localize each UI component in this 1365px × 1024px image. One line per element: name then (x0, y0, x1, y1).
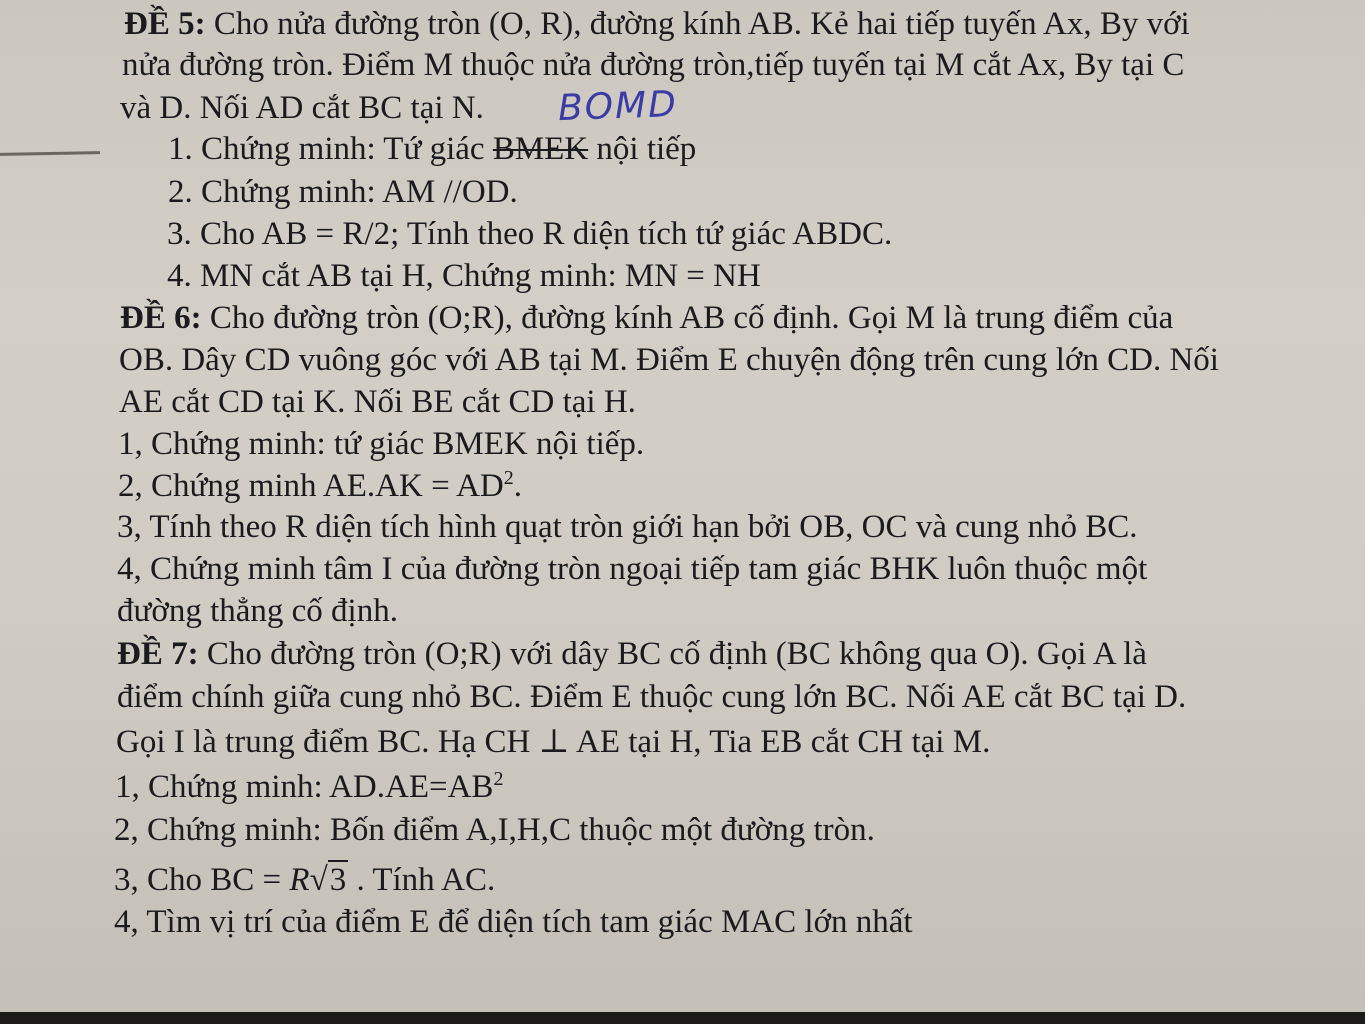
de7-q3-suffix: . Tính AC. (348, 862, 496, 898)
de6-line-1 (120, 298, 1173, 338)
de5-text-1: Cho nửa đường tròn (O, R), đường kính AB. Kẻ hai tiếp tuyến Ax, By với (205, 6, 1190, 42)
de6-question-2 (118, 466, 522, 506)
handwritten-note: BOMD (557, 83, 679, 130)
de5-question-2: 2. Chứng minh: AM //OD. (168, 174, 518, 210)
de5-question-3: 3. Cho AB = R/2; Tính theo R diện tích tứ giác ABDC. (167, 216, 893, 252)
de6-line-2: OB. Dây CD vuông góc với AB tại M. Điểm E chuyện động trên cung lớn CD. Nối (119, 342, 1219, 378)
de7-text-1: Cho đường tròn (O;R) với dây BC cố định (BC không qua O). Gọi A là (198, 636, 1147, 672)
de5-line-1 (124, 4, 1190, 44)
de6-question-3: 3, Tính theo R diện tích hình quạt tròn giới hạn bởi OB, OC và cung nhỏ BC. (117, 509, 1138, 545)
de5-q1-suffix: nội tiếp (588, 131, 697, 167)
de6-q2-text: 2, Chứng minh AE.AK = AD (118, 468, 504, 504)
de7-line-1 (117, 634, 1147, 674)
de5-line-3: và D. Nối AD cắt BC tại N. (120, 90, 484, 126)
de7-heading: ĐỀ 7: (117, 636, 199, 672)
de7-q1-text: 1, Chứng minh: AD.AE=AB (115, 769, 494, 805)
de5-line-2: nửa đường tròn. Điểm M thuộc nửa đường tròn,tiếp tuyến tại M cắt Ax, By tại C (122, 47, 1185, 83)
de5-q1-prefix: 1. Chứng minh: Tứ giác (168, 131, 493, 167)
sqrt-symbol: √ (309, 862, 328, 898)
de5-heading: ĐỀ 5: (124, 6, 206, 42)
de7-q3-prefix: 3, Cho BC = (114, 862, 290, 898)
de7-line-3: Gọi I là trung điểm BC. Hạ CH ⊥ AE tại H, Tia EB cắt CH tại M. (116, 724, 991, 760)
de6-question-4b: đường thẳng cố định. (117, 593, 398, 629)
de7-q3-radicand: 3 (329, 862, 347, 898)
de6-question-4a: 4, Chứng minh tâm I của đường tròn ngoại tiếp tam giác BHK luôn thuộc một (117, 551, 1148, 587)
de7-question-2: 2, Chứng minh: Bốn điểm A,I,H,C thuộc một đường tròn. (114, 812, 875, 848)
de6-q2-end: . (513, 468, 523, 504)
de6-question-1: 1, Chứng minh: tứ giác BMEK nội tiếp. (118, 426, 645, 462)
de7-question-1 (115, 767, 503, 807)
de5-question-1 (168, 129, 696, 169)
de7-q1-exponent: 2 (493, 768, 504, 790)
de5-q1-struck-text: BMEK (492, 131, 589, 167)
page-bottom-edge (0, 1012, 1365, 1024)
de6-q2-exponent: 2 (503, 467, 514, 489)
de6-text-1: Cho đường tròn (O;R), đường kính AB cố định. Gọi M là trung điểm của (201, 300, 1174, 336)
de7-question-3 (114, 860, 495, 900)
de6-heading: ĐỀ 6: (120, 300, 202, 336)
de7-question-4: 4, Tìm vị trí của điểm E để diện tích tam giác MAC lớn nhất (114, 904, 913, 940)
de5-question-4: 4. MN cắt AB tại H, Chứng minh: MN = NH (167, 258, 761, 294)
de6-line-3: AE cắt CD tại K. Nối BE cắt CD tại H. (119, 384, 636, 420)
de7-line-2: điểm chính giữa cung nhỏ BC. Điểm E thuộc cung lớn BC. Nối AE cắt BC tại D. (117, 679, 1187, 715)
de7-q3-r: R (289, 862, 310, 898)
